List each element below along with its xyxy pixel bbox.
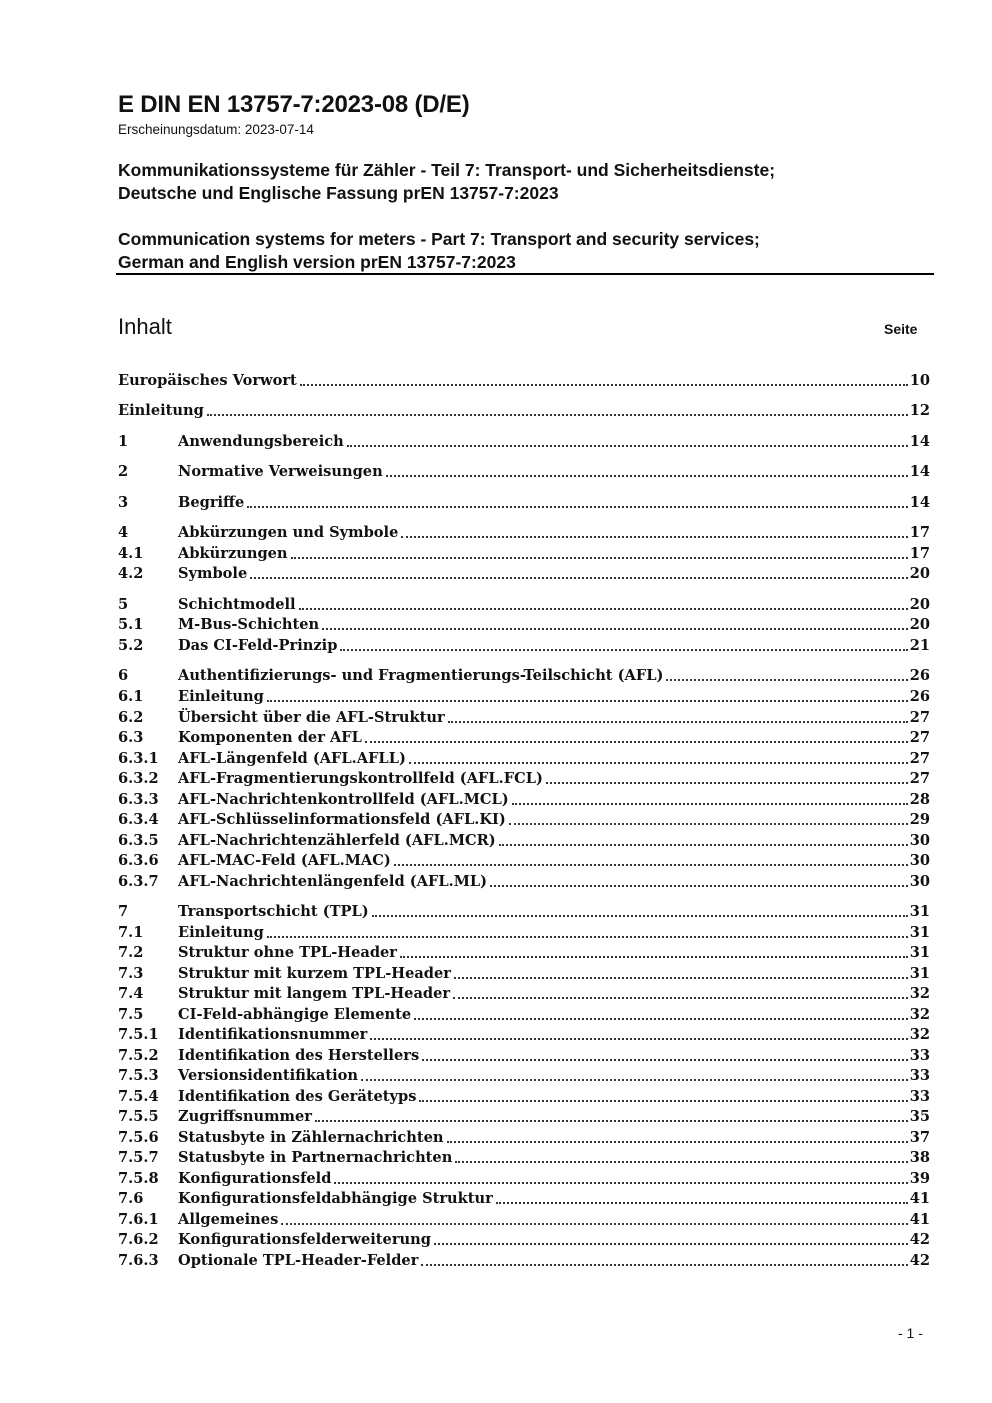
title-divider xyxy=(116,273,934,275)
toc-entry[interactable] xyxy=(118,790,930,810)
toc-entry-page: 27 xyxy=(909,770,930,787)
toc-entry-title: Übersicht über die AFL-Struktur xyxy=(178,709,445,726)
toc-entry-title: Versionsidentifikation xyxy=(178,1067,359,1084)
title-german-line-2: Deutsche und Englische Fassung prEN 13757-7:2023 xyxy=(118,183,559,203)
toc-leader-dots xyxy=(250,577,907,579)
toc-entry-page: 28 xyxy=(909,791,930,808)
toc-entry-title: Statusbyte in Zählernachrichten xyxy=(178,1129,444,1146)
toc-entry-page: 32 xyxy=(909,985,930,1002)
toc-entry-number: 7.5.3 xyxy=(118,1067,159,1084)
toc-leader-dots xyxy=(499,844,908,846)
title-english xyxy=(118,228,760,274)
toc-entry-number: 6.1 xyxy=(118,688,144,705)
toc-entry-page: 30 xyxy=(909,873,930,890)
toc-entry-number: 7.5.6 xyxy=(118,1129,159,1146)
toc-entry-number: 6 xyxy=(118,667,129,684)
toc-entry-number: 7.3 xyxy=(118,965,144,982)
toc-entry-number: 7.5.4 xyxy=(118,1088,159,1105)
toc-entry[interactable] xyxy=(118,1251,930,1271)
toc-entry-page: 26 xyxy=(909,688,930,705)
toc-leader-dots xyxy=(401,536,907,538)
toc-entry-page: 31 xyxy=(909,903,930,920)
toc-leader-dots xyxy=(315,1120,908,1122)
toc-entry-title: Transportschicht (TPL) xyxy=(178,903,369,920)
toc-entry[interactable] xyxy=(118,1087,930,1107)
toc-entry-page: 35 xyxy=(909,1108,930,1125)
toc-leader-dots xyxy=(447,1141,908,1143)
toc-entry-number: 5 xyxy=(118,596,129,613)
toc-leader-dots xyxy=(409,762,908,764)
toc-page-label: Seite xyxy=(884,321,918,337)
toc-entry-number: 6.3.5 xyxy=(118,832,159,849)
toc-entry[interactable] xyxy=(118,1107,930,1127)
toc-entry-title: AFL-Nachrichtenzählerfeld (AFL.MCR) xyxy=(178,832,496,849)
toc-entry-page: 20 xyxy=(909,616,930,633)
toc-entry[interactable] xyxy=(118,523,930,543)
toc-leader-dots xyxy=(322,628,908,630)
toc-entry-page: 42 xyxy=(909,1252,930,1269)
toc-leader-dots xyxy=(394,864,908,866)
toc-entry-title: Komponenten der AFL xyxy=(178,729,362,746)
toc-entry-page: 32 xyxy=(909,1006,930,1023)
toc-entry-title: Abkürzungen xyxy=(178,545,288,562)
toc-leader-dots xyxy=(365,741,908,743)
toc-leader-dots xyxy=(334,1182,907,1184)
toc-entry-title: AFL-Schlüsselinformationsfeld (AFL.KI) xyxy=(178,811,506,828)
toc-entry-page: 38 xyxy=(909,1149,930,1166)
toc-entry-page: 32 xyxy=(909,1026,930,1043)
toc-entry[interactable] xyxy=(118,872,930,892)
toc-entry-number: 6.3.4 xyxy=(118,811,159,828)
toc-entry[interactable] xyxy=(118,831,930,851)
toc-entry-number: 7.6.1 xyxy=(118,1211,159,1228)
toc-entry-page: 20 xyxy=(909,596,930,613)
toc-leader-dots xyxy=(291,557,908,559)
toc-leader-dots xyxy=(370,1038,907,1040)
toc-entry-number: 2 xyxy=(118,463,129,480)
toc-entry[interactable] xyxy=(118,1046,930,1066)
toc-entry-title: CI-Feld-abhängige Elemente xyxy=(178,1006,412,1023)
toc-entry[interactable] xyxy=(118,493,930,513)
toc-entry-page: 33 xyxy=(909,1067,930,1084)
toc-entry-page: 41 xyxy=(909,1190,930,1207)
toc-leader-dots xyxy=(361,1079,908,1081)
toc-leader-dots xyxy=(267,936,908,938)
toc-leader-dots xyxy=(490,885,908,887)
toc-leader-dots xyxy=(419,1100,907,1102)
toc-entry-number: 7.6.2 xyxy=(118,1231,159,1248)
toc-entry-title: Einleitung xyxy=(118,402,204,419)
toc-leader-dots xyxy=(421,1264,907,1266)
toc-leader-dots xyxy=(400,956,908,958)
title-english-line-1: Communication systems for meters - Part 7: Transport and security services; xyxy=(118,229,760,249)
toc-leader-dots xyxy=(347,445,908,447)
toc-leader-dots xyxy=(281,1223,907,1225)
toc-leader-dots xyxy=(267,700,908,702)
toc-entry[interactable] xyxy=(118,984,930,1004)
toc-entry-number: 6.3.1 xyxy=(118,750,159,767)
toc-entry-page: 33 xyxy=(909,1047,930,1064)
toc-entry-number: 4.1 xyxy=(118,545,144,562)
toc-leader-dots xyxy=(546,782,908,784)
toc-entry[interactable] xyxy=(118,432,930,452)
toc-entry-number: 5.2 xyxy=(118,637,144,654)
toc-entry[interactable] xyxy=(118,1066,930,1086)
toc-entry-title: AFL-MAC-Feld (AFL.MAC) xyxy=(178,852,391,869)
toc-entry-page: 39 xyxy=(909,1170,930,1187)
toc-entry-number: 5.1 xyxy=(118,616,144,633)
toc-entry-number: 1 xyxy=(118,433,129,450)
toc-entry-page: 41 xyxy=(909,1211,930,1228)
toc-leader-dots xyxy=(496,1202,908,1204)
toc-entry-title: Struktur mit langem TPL-Header xyxy=(178,985,451,1002)
title-english-line-2: German and English version prEN 13757-7:2023 xyxy=(118,252,516,272)
toc-entry-number: 7.4 xyxy=(118,985,144,1002)
toc-leader-dots xyxy=(299,608,908,610)
toc-entry[interactable] xyxy=(118,666,930,686)
toc-entry[interactable] xyxy=(118,1210,930,1230)
toc-entry-page: 30 xyxy=(909,832,930,849)
toc-entry[interactable] xyxy=(118,1148,930,1168)
toc-entry[interactable] xyxy=(118,462,930,482)
toc-entry[interactable] xyxy=(118,1169,930,1189)
toc-entry-title: Konfigurationsfelderweiterung xyxy=(178,1231,431,1248)
toc-entry-title: Zugriffsnummer xyxy=(178,1108,312,1125)
toc-leader-dots xyxy=(386,475,908,477)
toc-entry-number: 7.6 xyxy=(118,1190,144,1207)
toc-entry-number: 6.3.7 xyxy=(118,873,159,890)
toc-entry-title: Das CI-Feld-Prinzip xyxy=(178,637,338,654)
toc-leader-dots xyxy=(207,414,908,416)
toc-entry-page: 27 xyxy=(909,729,930,746)
toc-entry-number: 7.5.7 xyxy=(118,1149,159,1166)
toc-entry[interactable] xyxy=(118,544,930,564)
toc-entry-page: 17 xyxy=(909,545,930,562)
toc-entry-number: 6.3.2 xyxy=(118,770,159,787)
toc-entry-title: Identifikationsnummer xyxy=(178,1026,368,1043)
toc-entry-page: 31 xyxy=(909,924,930,941)
toc-entry-page: 14 xyxy=(909,463,930,480)
toc-entry-number: 7.5.5 xyxy=(118,1108,159,1125)
toc-entry-title: Identifikation des Herstellers xyxy=(178,1047,420,1064)
toc-entry-page: 33 xyxy=(909,1088,930,1105)
toc-entry[interactable] xyxy=(118,615,930,635)
toc-entry-number: 7.5.2 xyxy=(118,1047,159,1064)
toc-entry[interactable] xyxy=(118,728,930,748)
toc-entry-number: 6.3.6 xyxy=(118,852,159,869)
toc-entry[interactable] xyxy=(118,923,930,943)
toc-entry-title: Anwendungsbereich xyxy=(178,433,344,450)
toc-leader-dots xyxy=(372,915,908,917)
toc-entry-number: 7.5 xyxy=(118,1006,144,1023)
toc-entry-number: 6.2 xyxy=(118,709,144,726)
toc-entry[interactable] xyxy=(118,1189,930,1209)
toc-entry-title: Konfigurationsfeld xyxy=(178,1170,332,1187)
toc-entry-number: 3 xyxy=(118,494,129,511)
toc-entry-page: 10 xyxy=(909,372,930,389)
toc-entry[interactable] xyxy=(118,943,930,963)
toc-entry-title: M-Bus-Schichten xyxy=(178,616,320,633)
toc-entry-title: Struktur ohne TPL-Header xyxy=(178,944,397,961)
toc-entry[interactable] xyxy=(118,902,930,922)
toc-entry-title: Einleitung xyxy=(178,688,264,705)
toc-entry-title: Konfigurationsfeldabhängige Struktur xyxy=(178,1190,493,1207)
toc-entry-page: 31 xyxy=(909,965,930,982)
toc-entry-title: Statusbyte in Partnernachrichten xyxy=(178,1149,453,1166)
toc-leader-dots xyxy=(666,679,907,681)
toc-entry[interactable] xyxy=(118,1230,930,1250)
document-id: E DIN EN 13757-7:2023-08 (D/E) xyxy=(118,91,470,118)
toc-leader-dots xyxy=(340,649,907,651)
toc-entry[interactable] xyxy=(118,1025,930,1045)
toc-entry[interactable] xyxy=(118,564,930,584)
toc-entry-number: 7.5.8 xyxy=(118,1170,159,1187)
toc-entry-title: AFL-Nachrichtenlängenfeld (AFL.ML) xyxy=(178,873,488,890)
toc-entry-number: 7 xyxy=(118,903,129,920)
toc-entry-title: Begriffe xyxy=(178,494,245,511)
toc-entry[interactable] xyxy=(118,769,930,789)
toc-leader-dots xyxy=(509,823,908,825)
toc-leader-dots xyxy=(448,721,908,723)
toc-entry-page: 30 xyxy=(909,852,930,869)
toc-leader-dots xyxy=(512,803,908,805)
toc-entry[interactable] xyxy=(118,687,930,707)
title-german-line-1: Kommunikationssysteme für Zähler - Teil 7: Transport- und Sicherheitsdienste; xyxy=(118,160,776,180)
toc-entry[interactable] xyxy=(118,401,930,421)
toc-entry-number: 6.3 xyxy=(118,729,144,746)
toc-entry-number: 7.1 xyxy=(118,924,144,941)
page-number: - 1 - xyxy=(898,1325,923,1341)
toc-leader-dots xyxy=(453,997,908,999)
toc-leader-dots xyxy=(455,1161,907,1163)
toc-leader-dots xyxy=(422,1059,908,1061)
toc-entry-page: 42 xyxy=(909,1231,930,1248)
toc-entry-page: 21 xyxy=(909,637,930,654)
toc-entry-title: Einleitung xyxy=(178,924,264,941)
toc-leader-dots xyxy=(414,1018,908,1020)
toc-entry[interactable] xyxy=(118,749,930,769)
toc-entry[interactable] xyxy=(118,1128,930,1148)
toc-entry-number: 4 xyxy=(118,524,129,541)
toc-heading: Inhalt xyxy=(118,314,172,339)
toc-entry-page: 14 xyxy=(909,433,930,450)
toc-leader-dots xyxy=(434,1243,908,1245)
toc-entry-number: 4.2 xyxy=(118,565,144,582)
toc-entry-page: 27 xyxy=(909,750,930,767)
toc-entry-title: Allgemeines xyxy=(178,1211,279,1228)
toc-entry-number: 7.2 xyxy=(118,944,144,961)
toc-entry-page: 37 xyxy=(909,1129,930,1146)
toc-entry-page: 26 xyxy=(909,667,930,684)
toc-entry[interactable] xyxy=(118,371,930,391)
publication-date: Erscheinungsdatum: 2023-07-14 xyxy=(118,122,314,137)
toc-entry-title: Abkürzungen und Symbole xyxy=(178,524,399,541)
toc-entry-number: 6.3.3 xyxy=(118,791,159,808)
toc-entry-title: Authentifizierungs- und Fragmentierungs-Teilschicht (AFL) xyxy=(178,667,664,684)
toc-entry[interactable] xyxy=(118,636,930,656)
toc-entry[interactable] xyxy=(118,1005,930,1025)
toc-entry[interactable] xyxy=(118,964,930,984)
toc-entry-number: 7.5.1 xyxy=(118,1026,159,1043)
toc-entry-title: Identifikation des Gerätetyps xyxy=(178,1088,417,1105)
toc-entry[interactable] xyxy=(118,595,930,615)
toc-entry-page: 20 xyxy=(909,565,930,582)
toc-entry-title: Normative Verweisungen xyxy=(178,463,383,480)
toc-entry-title: AFL-Längenfeld (AFL.AFLL) xyxy=(178,750,406,767)
toc-entry-page: 17 xyxy=(909,524,930,541)
title-german xyxy=(118,159,775,205)
toc-entry[interactable] xyxy=(118,810,930,830)
toc-entry-title: Optionale TPL-Header-Felder xyxy=(178,1252,419,1269)
toc-leader-dots xyxy=(247,506,907,508)
toc-entry-title: Schichtmodell xyxy=(178,596,296,613)
toc-entry-title: Europäisches Vorwort xyxy=(118,372,297,389)
toc-entry-title: AFL-Nachrichtenkontrollfeld (AFL.MCL) xyxy=(178,791,509,808)
toc-entry-title: Symbole xyxy=(178,565,248,582)
toc-entry-page: 12 xyxy=(909,402,930,419)
toc-entry[interactable] xyxy=(118,708,930,728)
toc-entry-page: 29 xyxy=(909,811,930,828)
toc-entry-page: 31 xyxy=(909,944,930,961)
toc-leader-dots xyxy=(300,384,908,386)
toc-entry-title: AFL-Fragmentierungskontrollfeld (AFL.FCL) xyxy=(178,770,543,787)
toc-entry-title: Struktur mit kurzem TPL-Header xyxy=(178,965,451,982)
toc-entry[interactable] xyxy=(118,851,930,871)
toc-entry-number: 7.6.3 xyxy=(118,1252,159,1269)
toc-entry-page: 27 xyxy=(909,709,930,726)
toc-leader-dots xyxy=(454,977,908,979)
toc-entry-page: 14 xyxy=(909,494,930,511)
